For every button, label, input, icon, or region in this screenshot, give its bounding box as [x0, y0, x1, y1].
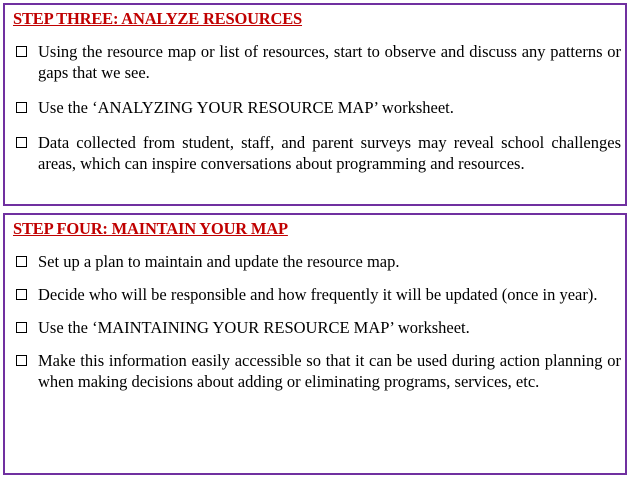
- checkbox-bullet-icon: [16, 289, 27, 300]
- list-item-text: Use the ‘MAINTAINING YOUR RESOURCE MAP’ worksheet.: [38, 318, 470, 337]
- list-item: [13, 284, 621, 305]
- list-item-text: Use the ‘ANALYZING YOUR RESOURCE MAP’ worksheet.: [38, 98, 454, 117]
- list-item: [13, 251, 621, 272]
- list-item-text: Set up a plan to maintain and update the resource map.: [38, 252, 400, 271]
- step-three-list: [13, 41, 621, 174]
- list-item: [13, 350, 621, 392]
- step-three-heading: STEP THREE: ANALYZE RESOURCES: [13, 9, 303, 28]
- list-item-text: Using the resource map or list of resources, start to observe and discuss any patterns or gaps that we see.: [38, 42, 621, 82]
- checkbox-bullet-icon: [16, 256, 27, 267]
- step-four-list: [13, 251, 621, 392]
- checkbox-bullet-icon: [16, 322, 27, 333]
- checkbox-bullet-icon: [16, 355, 27, 366]
- list-item-text: Make this information easily accessible so that it can be used during action planning or when making decisions about adding or eliminating programs, services, etc.: [38, 351, 621, 391]
- list-item: [13, 97, 621, 118]
- checkbox-bullet-icon: [16, 102, 27, 113]
- list-item-text: Decide who will be responsible and how frequently it will be updated (once in year).: [38, 285, 598, 304]
- step-three-box: [3, 3, 627, 206]
- list-item: [13, 132, 621, 174]
- checkbox-bullet-icon: [16, 137, 27, 148]
- list-item: [13, 41, 621, 83]
- list-item: [13, 317, 621, 338]
- list-item-text: Data collected from student, staff, and parent surveys may reveal school challenges areas, which can inspire conversations about programming and resources.: [38, 133, 621, 173]
- checkbox-bullet-icon: [16, 46, 27, 57]
- step-four-heading: STEP FOUR: MAINTAIN YOUR MAP: [13, 219, 288, 238]
- step-four-box: [3, 213, 627, 475]
